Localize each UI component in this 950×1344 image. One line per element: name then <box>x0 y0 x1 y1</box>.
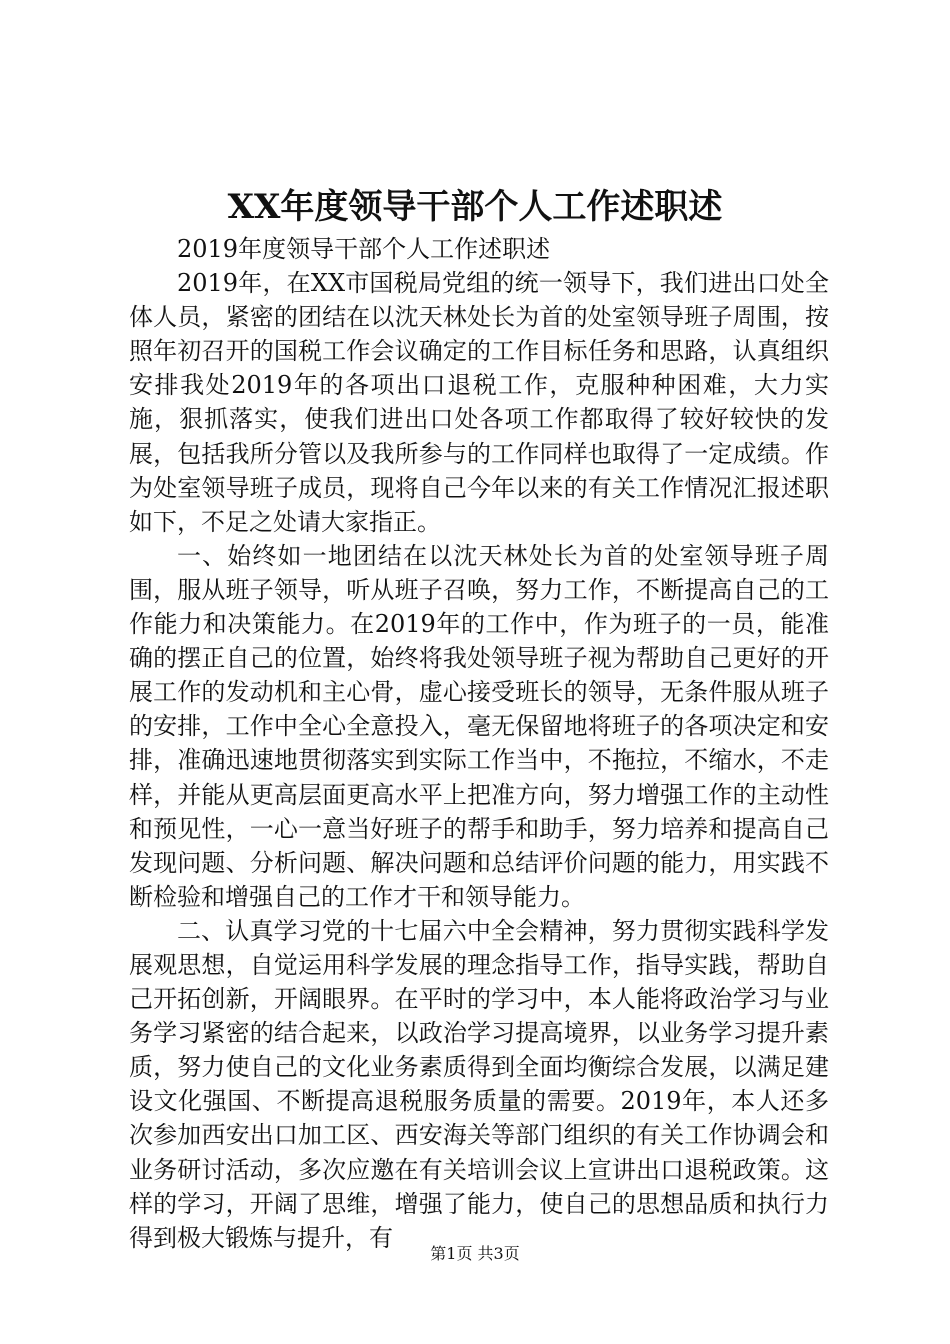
paragraph-intro: 2019年，在XX市国税局党组的统一领导下，我们进出口处全体人员，紧密的团结在以沈天林处长为首的处室领导班子周围，按照年初召开的国税工作会议确定的工作目标任务和思路，认真组织安排我处2019年的各项出口退税工作，克服种种困难，大力实施，狠抓落实，使我们进出口处各项工作都取得了较好较快的发展，包括我所分管以及我所参与的工作同样也取得了一定成绩。作为处室领导班子成员，现将自己今年以来的有关工作情况汇报述职如下，不足之处请大家指正。 <box>129 269 829 536</box>
paragraph-subtitle: 2019年度领导干部个人工作述职述 <box>177 235 551 263</box>
paragraph-section-two: 二、认真学习党的十七届六中全会精神，努力贯彻实践科学发展观思想，自觉运用科学发展的理念指导工作，指导实践，帮助自己开拓创新，开阔眼界。在平时的学习中，本人能将政治学习与业务学习紧密的结合起来，以政治学习提高境界，以业务学习提升素质，努力使自己的文化业务素质得到全面均衡综合发展，以满足建设文化强国、不断提高退税服务质量的需要。2019年，本人还多次参加西安出口加工区、西安海关等部门组织的有关工作协调会和业务研讨活动，多次应邀在有关培训会议上宣讲出口退税政策。这样的学习，开阔了思维，增强了能力，使自己的思想品质和执行力得到极大锻炼与提升，有 <box>129 916 829 1252</box>
document-title: XX年度领导干部个人工作述职述 <box>227 187 723 227</box>
document-body <box>129 232 829 1255</box>
page-number-footer: 第1页 共3页 <box>430 1244 520 1263</box>
paragraph-section-one: 一、始终如一地团结在以沈天林处长为首的处室领导班子周围，服从班子领导，听从班子召唤，努力工作，不断提高自己的工作能力和决策能力。在2019年的工作中，作为班子的一员，能准确的摆正自己的位置，始终将我处领导班子视为帮助自己更好的开展工作的发动机和主心骨，虚心接受班长的领导，无条件服从班子的安排，工作中全心全意投入，毫无保留地将班子的各项决定和安排，准确迅速地贯彻落实到实际工作当中，不拖拉，不缩水，不走样，并能从更高层面更高水平上把准方向，努力增强工作的主动性和预见性，一心一意当好班子的帮手和助手，努力培养和提高自己发现问题、分析问题、解决问题和总结评价问题的能力，用实践不断检验和增强自己的工作才干和领导能力。 <box>129 541 829 911</box>
